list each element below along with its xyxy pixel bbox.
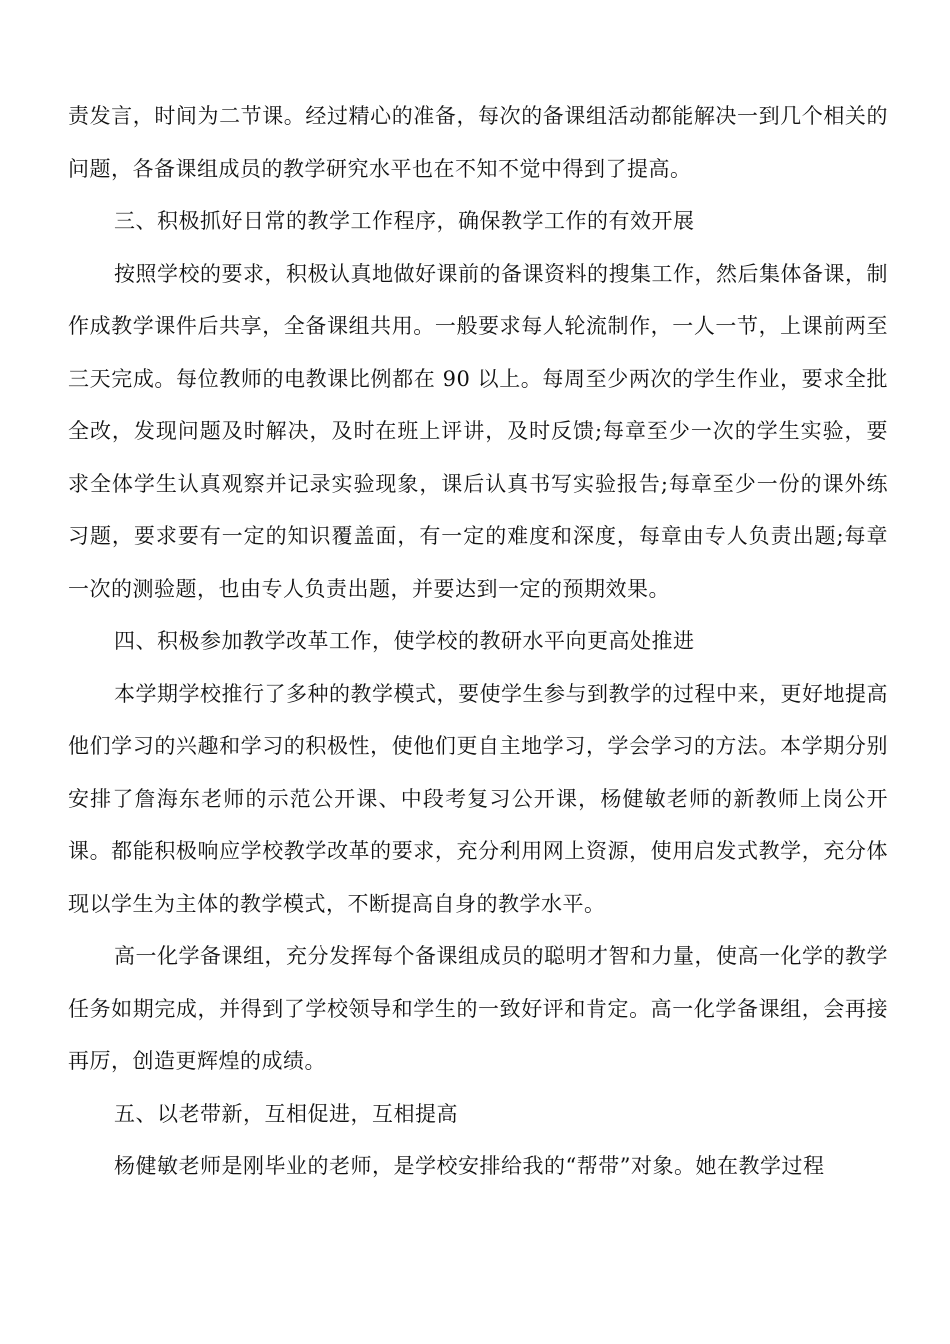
document-body xyxy=(68,90,888,1193)
section-heading-3: 三、积极抓好日常的教学工作程序，确保教学工作的有效开展 xyxy=(114,209,695,233)
paragraph-reform: 本学期学校推行了多种的教学模式，要使学生参与到教学的过程中来，更好地提高他们学习的兴趣和学习的积极性，使他们更自主地学习，学会学习的方法。本学期分别安排了詹海东老师的示范公开课、中段考复习公开课，杨健敏老师的新教师上岗公开课。都能积极响应学校教学改革的要求，充分利用网上资源，使用启发式教学，充分体现以学生为主体的教学模式，不断提高自身的教学水平。 xyxy=(68,681,888,916)
paragraph-continuation: 责发言，时间为二节课。经过精心的准备，每次的备课组活动都能解决一到几个相关的问题，各备课组成员的教学研究水平也在不知不觉中得到了提高。 xyxy=(68,104,888,181)
paragraph-mentoring: 杨健敏老师是刚毕业的老师，是学校安排给我的“帮带”对象。她在教学过程 xyxy=(114,1154,825,1178)
section-heading-5: 五、以老带新，互相促进，互相提高 xyxy=(114,1101,458,1126)
section-heading-4: 四、积极参加教学改革工作，使学校的教研水平向更高处推进 xyxy=(114,629,695,653)
paragraph-workflow: 按照学校的要求，积极认真地做好课前的备课资料的搜集工作，然后集体备课，制作成教学课件后共享，全备课组共用。一般要求每人轮流制作，一人一节，上课前两至三天完成。每位教师的电教课比例都在 90 以上。每周至少两次的学生作业，要求全批全改，发现问题及时解决，及时在班上评讲，及时反馈;每章至少一次的学生实验，要求全体学生认真观察并记录实验现象，课后认真书写实验报告;每章至少一份的课外练习题，要求要有一定的知识覆盖面，有一定的难度和深度，每章由专人负责出题;每章一次的测验题，也由专人负责出题，并要达到一定的预期效果。 xyxy=(68,261,888,601)
paragraph-summary: 高一化学备课组，充分发挥每个备课组成员的聪明才智和力量，使高一化学的教学任务如期完成，并得到了学校领导和学生的一致好评和肯定。高一化学备课组，会再接再厉，创造更辉煌的成绩。 xyxy=(68,944,888,1073)
